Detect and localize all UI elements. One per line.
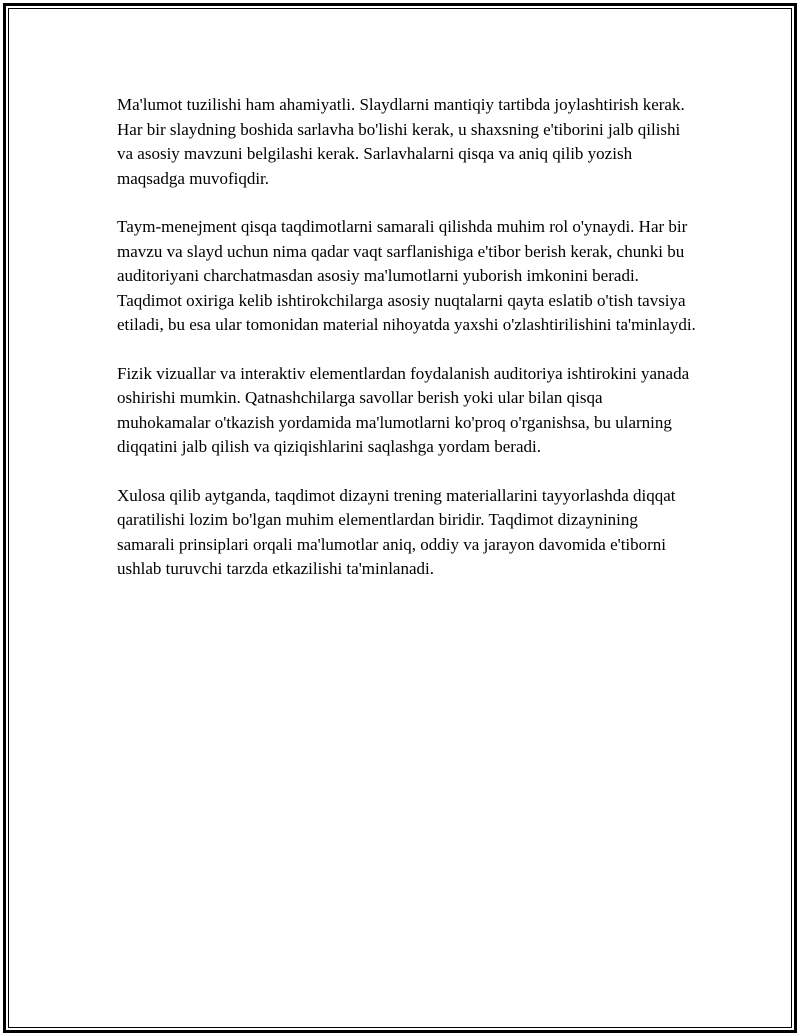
- paragraph-interactive-elements: Fizik vizuallar va interaktiv elementlardan foydalanish auditoriya ishtirokini yanada oshirishi mumkin. Qatnashchilarga savollar berish yoki ular bilan qisqa muhokamalar o'tkazish yordamida ma'lumotlarni ko'proq o'rganishsa, bu ularning diqqatini jalb qilish va qiziqishlarini saqlashga yordam beradi.: [117, 363, 690, 456]
- paragraph-information-structure: Ma'lumot tuzilishi ham ahamiyatli. Slaydlarni mantiqiy tartibda joylashtirish kerak. Har bir slaydning boshida sarlavha bo'lishi kerak, u shaxsning e'tiborini jalb qilishi va asosiy mavzuni belgilashi kerak. Sarlavhalarni qisqa va aniq qilib yozish maqsadga muvofiqdir.: [117, 95, 685, 188]
- document-body: [117, 93, 697, 606]
- paragraph-conclusion: Xulosa qilib aytganda, taqdimot dizayni trening materiallarini tayyorlashda diqqat qaratilishi lozim bo'lgan muhim elementlardan biridir. Taqdimot dizaynining samarali prinsiplari orqali ma'lumotlar aniq, oddiy va jarayon davomida e'tiborni ushlab turuvchi tarzda etkazilishi ta'minlanadi.: [117, 485, 676, 578]
- paragraph-time-management: Taym-menejment qisqa taqdimotlarni samarali qilishda muhim rol o'ynaydi. Har bir mavzu va slayd uchun nima qadar vaqt sarflanishiga e'tibor berish kerak, chunki bu auditoriyani charchatmasdan asosiy ma'lumotlarni yuborish imkonini beradi. Taqdimot oxiriga kelib ishtirokchilarga asosiy nuqtalarni qayta eslatib o'tish tavsiya etiladi, bu esa ular tomonidan material nihoyatda yaxshi o'zlashtirilishini ta'minlaydi.: [117, 217, 696, 334]
